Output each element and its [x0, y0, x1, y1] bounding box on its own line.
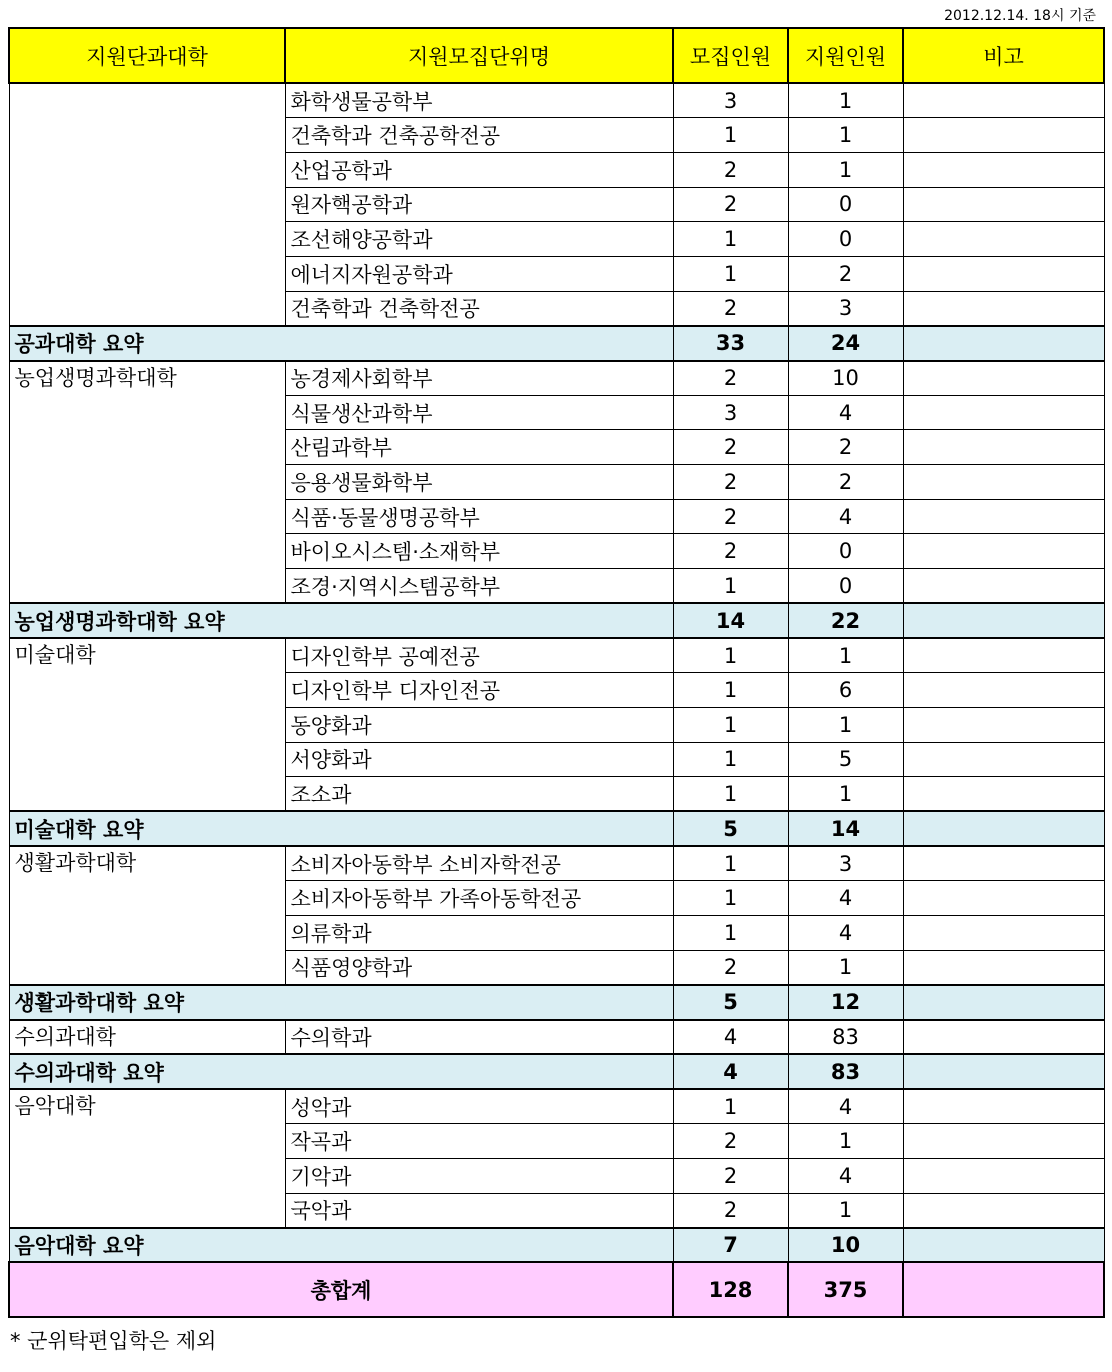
applicants-cell: 10 — [788, 361, 903, 396]
note-cell — [903, 1124, 1104, 1159]
summary-row — [9, 1054, 1104, 1089]
unit-cell: 화학생물공학부 — [285, 83, 673, 118]
quota-cell: 1 — [673, 1089, 788, 1124]
applicants-cell: 4 — [788, 395, 903, 430]
summary-applicants: 83 — [788, 1054, 903, 1089]
unit-cell: 의류학과 — [285, 916, 673, 951]
unit-cell: 서양화과 — [285, 742, 673, 777]
unit-cell: 조경·지역시스템공학부 — [285, 569, 673, 604]
applicants-cell: 1 — [788, 1193, 903, 1228]
quota-cell: 2 — [673, 152, 788, 187]
unit-cell: 바이오시스템·소재학부 — [285, 534, 673, 569]
note-cell — [903, 1089, 1104, 1124]
summary-note — [903, 811, 1104, 846]
quota-cell: 1 — [673, 222, 788, 257]
quota-cell: 1 — [673, 256, 788, 291]
college-cell: 음악대학 — [9, 1089, 285, 1228]
applicants-cell: 1 — [788, 1124, 903, 1159]
quota-cell: 1 — [673, 673, 788, 708]
applicants-cell: 2 — [788, 465, 903, 500]
note-cell — [903, 881, 1104, 916]
total-row — [9, 1262, 1104, 1317]
note-cell — [903, 777, 1104, 812]
header-note: 비고 — [903, 28, 1104, 83]
header-college: 지원단과대학 — [9, 28, 285, 83]
unit-cell: 조소과 — [285, 777, 673, 812]
note-cell — [903, 916, 1104, 951]
applicants-cell: 1 — [788, 152, 903, 187]
unit-cell: 식물생산과학부 — [285, 395, 673, 430]
quota-cell: 2 — [673, 1193, 788, 1228]
summary-label: 수의과대학 요약 — [9, 1054, 673, 1089]
summary-quota: 5 — [673, 811, 788, 846]
quota-cell: 3 — [673, 395, 788, 430]
unit-cell: 디자인학부 공예전공 — [285, 638, 673, 673]
note-cell — [903, 395, 1104, 430]
quota-cell: 2 — [673, 1124, 788, 1159]
note-cell — [903, 118, 1104, 153]
note-cell — [903, 846, 1104, 881]
college-cell — [9, 83, 285, 326]
summary-note — [903, 1054, 1104, 1089]
unit-cell: 동양화과 — [285, 707, 673, 742]
summary-row — [9, 326, 1104, 361]
unit-cell: 기악과 — [285, 1158, 673, 1193]
summary-quota: 5 — [673, 985, 788, 1020]
note-cell — [903, 534, 1104, 569]
note-cell — [903, 1020, 1104, 1055]
quota-cell: 3 — [673, 83, 788, 118]
summary-note — [903, 1228, 1104, 1263]
table-row — [9, 1089, 1104, 1124]
summary-quota: 4 — [673, 1054, 788, 1089]
applicants-cell: 1 — [788, 777, 903, 812]
quota-cell: 2 — [673, 361, 788, 396]
summary-note — [903, 603, 1104, 638]
applicants-cell: 1 — [788, 638, 903, 673]
table-row — [9, 361, 1104, 396]
header-quota: 모집인원 — [673, 28, 788, 83]
applicants-cell: 1 — [788, 707, 903, 742]
table-row — [9, 846, 1104, 881]
summary-row — [9, 603, 1104, 638]
quota-cell: 1 — [673, 881, 788, 916]
table-row — [9, 1020, 1104, 1055]
unit-cell: 소비자아동학부 가족아동학전공 — [285, 881, 673, 916]
college-cell: 농업생명과학대학 — [9, 361, 285, 604]
summary-applicants: 22 — [788, 603, 903, 638]
college-cell: 생활과학대학 — [9, 846, 285, 985]
applicants-cell: 4 — [788, 499, 903, 534]
summary-applicants: 12 — [788, 985, 903, 1020]
note-cell — [903, 361, 1104, 396]
summary-applicants: 14 — [788, 811, 903, 846]
note-cell — [903, 1158, 1104, 1193]
total-applicants: 375 — [788, 1262, 903, 1317]
applicants-cell: 4 — [788, 1089, 903, 1124]
quota-cell: 2 — [673, 499, 788, 534]
note-cell — [903, 673, 1104, 708]
unit-cell: 산림과학부 — [285, 430, 673, 465]
footnote: * 군위탁편입학은 제외 — [10, 1329, 217, 1353]
note-cell — [903, 222, 1104, 257]
college-cell: 수의과대학 — [9, 1020, 285, 1055]
note-cell — [903, 152, 1104, 187]
header-applicants: 지원인원 — [788, 28, 903, 83]
summary-label: 음악대학 요약 — [9, 1228, 673, 1263]
table-row — [9, 638, 1104, 673]
note-cell — [903, 465, 1104, 500]
header-unit: 지원모집단위명 — [285, 28, 673, 83]
unit-cell: 성악과 — [285, 1089, 673, 1124]
summary-label: 공과대학 요약 — [9, 326, 673, 361]
summary-quota: 7 — [673, 1228, 788, 1263]
quota-cell: 1 — [673, 777, 788, 812]
applicants-cell: 0 — [788, 534, 903, 569]
unit-cell: 산업공학과 — [285, 152, 673, 187]
quota-cell: 2 — [673, 187, 788, 222]
summary-row — [9, 811, 1104, 846]
applicants-cell: 1 — [788, 118, 903, 153]
summary-label: 농업생명과학대학 요약 — [9, 603, 673, 638]
header-row — [9, 28, 1104, 83]
note-cell — [903, 256, 1104, 291]
applicants-cell: 4 — [788, 916, 903, 951]
quota-cell: 1 — [673, 638, 788, 673]
applicants-cell: 3 — [788, 846, 903, 881]
applicants-cell: 3 — [788, 291, 903, 326]
applicants-cell: 83 — [788, 1020, 903, 1055]
summary-label: 미술대학 요약 — [9, 811, 673, 846]
summary-applicants: 10 — [788, 1228, 903, 1263]
summary-row — [9, 1228, 1104, 1263]
quota-cell: 2 — [673, 950, 788, 985]
note-cell — [903, 430, 1104, 465]
quota-cell: 2 — [673, 1158, 788, 1193]
note-cell — [903, 187, 1104, 222]
note-cell — [903, 83, 1104, 118]
note-cell — [903, 742, 1104, 777]
applicants-cell: 0 — [788, 222, 903, 257]
note-cell — [903, 950, 1104, 985]
date-note: 2012.12.14. 18시 기준 — [944, 8, 1096, 24]
quota-cell: 1 — [673, 742, 788, 777]
applicants-cell: 5 — [788, 742, 903, 777]
quota-cell: 1 — [673, 707, 788, 742]
unit-cell: 건축학과 건축공학전공 — [285, 118, 673, 153]
note-cell — [903, 638, 1104, 673]
unit-cell: 소비자아동학부 소비자학전공 — [285, 846, 673, 881]
applicants-cell: 2 — [788, 430, 903, 465]
applicants-cell: 0 — [788, 187, 903, 222]
quota-cell: 2 — [673, 465, 788, 500]
summary-quota: 14 — [673, 603, 788, 638]
total-quota: 128 — [673, 1262, 788, 1317]
unit-cell: 수의학과 — [285, 1020, 673, 1055]
note-cell — [903, 291, 1104, 326]
college-cell: 미술대학 — [9, 638, 285, 811]
unit-cell: 건축학과 건축학전공 — [285, 291, 673, 326]
unit-cell: 응용생물화학부 — [285, 465, 673, 500]
applicants-cell: 1 — [788, 950, 903, 985]
quota-cell: 4 — [673, 1020, 788, 1055]
unit-cell: 식품·동물생명공학부 — [285, 499, 673, 534]
quota-cell: 1 — [673, 916, 788, 951]
table-row — [9, 83, 1104, 118]
note-cell — [903, 1193, 1104, 1228]
applicants-cell: 4 — [788, 1158, 903, 1193]
summary-row — [9, 985, 1104, 1020]
quota-cell: 2 — [673, 291, 788, 326]
quota-cell: 1 — [673, 118, 788, 153]
applicants-cell: 4 — [788, 881, 903, 916]
unit-cell: 에너지자원공학과 — [285, 256, 673, 291]
total-label: 총합계 — [9, 1262, 673, 1317]
unit-cell: 조선해양공학과 — [285, 222, 673, 257]
unit-cell: 국악과 — [285, 1193, 673, 1228]
quota-cell: 2 — [673, 534, 788, 569]
applicants-cell: 1 — [788, 83, 903, 118]
summary-note — [903, 985, 1104, 1020]
summary-quota: 33 — [673, 326, 788, 361]
unit-cell: 원자핵공학과 — [285, 187, 673, 222]
table-body — [9, 83, 1104, 1262]
unit-cell: 디자인학부 디자인전공 — [285, 673, 673, 708]
unit-cell: 농경제사회학부 — [285, 361, 673, 396]
total-note — [903, 1262, 1104, 1317]
summary-applicants: 24 — [788, 326, 903, 361]
note-cell — [903, 569, 1104, 604]
applicants-cell: 6 — [788, 673, 903, 708]
note-cell — [903, 707, 1104, 742]
applicants-cell: 2 — [788, 256, 903, 291]
quota-cell: 2 — [673, 430, 788, 465]
quota-cell: 1 — [673, 846, 788, 881]
unit-cell: 작곡과 — [285, 1124, 673, 1159]
quota-cell: 1 — [673, 569, 788, 604]
summary-note — [903, 326, 1104, 361]
note-cell — [903, 499, 1104, 534]
applicants-cell: 0 — [788, 569, 903, 604]
unit-cell: 식품영양학과 — [285, 950, 673, 985]
applicants-table — [8, 27, 1105, 1318]
summary-label: 생활과학대학 요약 — [9, 985, 673, 1020]
